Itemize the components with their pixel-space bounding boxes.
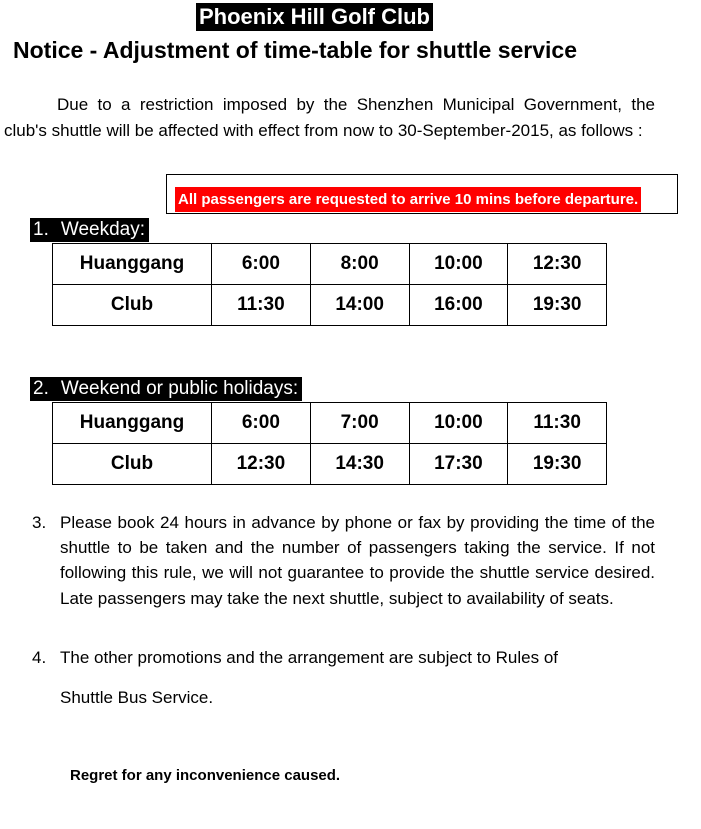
- station-cell: Huanggang: [53, 403, 212, 444]
- note-text-continued: Shuttle Bus Service.: [60, 688, 214, 708]
- time-cell: 6:00: [212, 244, 311, 285]
- section-heading-weekend: [30, 377, 302, 401]
- time-cell: 17:30: [409, 444, 508, 485]
- note-number: 4.: [32, 648, 47, 667]
- note-rules: [32, 645, 655, 710]
- time-cell: 8:00: [310, 244, 409, 285]
- table-row: [53, 403, 607, 444]
- section-number: 2.: [33, 378, 49, 399]
- table-row: [53, 244, 607, 285]
- weekend-schedule-table: [52, 402, 607, 485]
- table-row: [53, 285, 607, 326]
- time-cell: 7:00: [310, 403, 409, 444]
- time-cell: 11:30: [508, 403, 607, 444]
- station-cell: Huanggang: [53, 244, 212, 285]
- time-cell: 12:30: [508, 244, 607, 285]
- time-cell: 19:30: [508, 285, 607, 326]
- section-title: Weekday:: [60, 219, 145, 240]
- section-title: Weekend or public holidays:: [60, 378, 299, 399]
- club-name: Phoenix Hill Golf Club: [196, 3, 433, 31]
- time-cell: 12:30: [212, 444, 311, 485]
- note-text: Please book 24 hours in advance by phone or fax by providing the time of the shuttle to be taken and the number of passengers taking the service. If not following this rule, we will not guarantee to provide the shuttle service desired. Late passengers may take the next shuttle, subject to availability of seats.: [60, 513, 655, 608]
- section-heading-weekday: [30, 218, 149, 242]
- time-cell: 19:30: [508, 444, 607, 485]
- notice-title: Notice - Adjustment of time-table for shuttle service: [13, 37, 578, 63]
- intro-paragraph: Due to a restriction imposed by the Shenzhen Municipal Government, the club's shuttle will be affected with effect from now to 30-September-2015, as follows :: [4, 95, 655, 140]
- time-cell: 16:00: [409, 285, 508, 326]
- station-cell: Club: [53, 285, 212, 326]
- time-cell: 10:00: [409, 403, 508, 444]
- table-row: [53, 444, 607, 485]
- note-number: 3.: [32, 513, 47, 532]
- time-cell: 11:30: [212, 285, 311, 326]
- time-cell: 6:00: [212, 403, 311, 444]
- closing-remark: Regret for any inconvenience caused.: [70, 767, 341, 784]
- time-cell: 14:30: [310, 444, 409, 485]
- section-number: 1.: [33, 219, 49, 240]
- arrival-banner: All passengers are requested to arrive 10 mins before departure.: [175, 187, 641, 212]
- station-cell: Club: [53, 444, 212, 485]
- time-cell: 10:00: [409, 244, 508, 285]
- note-text: The other promotions and the arrangement are subject to Rules of: [60, 648, 559, 667]
- weekday-schedule-table: [52, 243, 607, 326]
- note-booking: [32, 510, 655, 611]
- time-cell: 14:00: [310, 285, 409, 326]
